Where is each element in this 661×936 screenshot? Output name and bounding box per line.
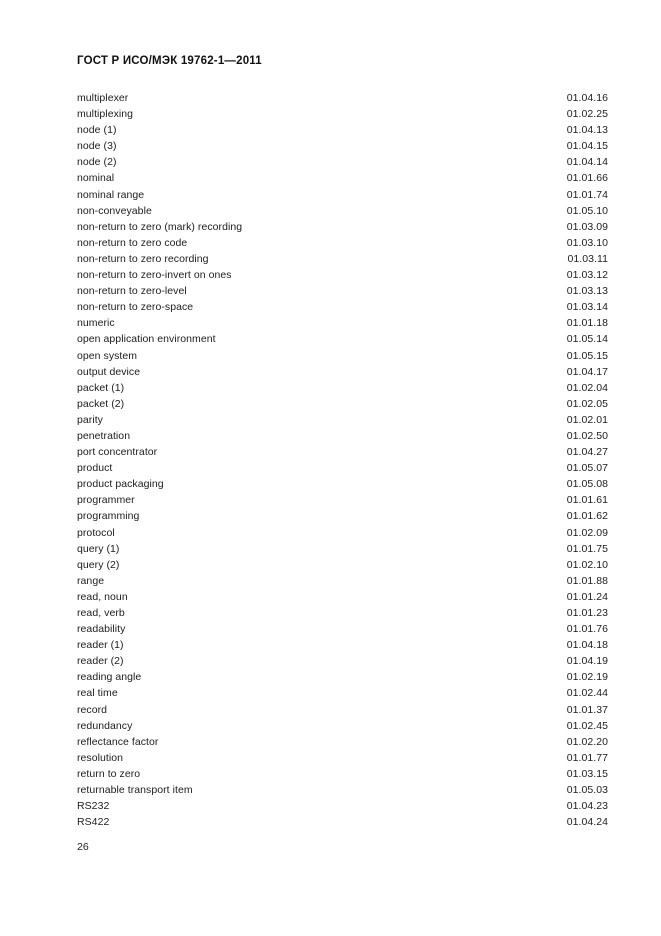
index-entry-locator: 01.02.50 [566, 429, 608, 442]
index-entry-term: redundancy [77, 719, 133, 732]
index-entry-locator: 01.04.17 [566, 365, 608, 378]
index-entry-term: reader (1) [77, 639, 124, 652]
index-entry-row [77, 428, 608, 444]
index-entry-locator: 01.02.01 [566, 413, 608, 426]
index-entry-row [77, 396, 608, 412]
index-entry-locator: 01.03.14 [566, 301, 608, 314]
index-entry-term: real time [77, 687, 118, 700]
index-entry-locator: 01.01.75 [566, 542, 608, 555]
index-entry-locator: 01.01.76 [566, 623, 608, 636]
index-entry-row [77, 734, 608, 750]
index-entry-term: open application environment [77, 333, 216, 346]
index-entry-term: programming [77, 510, 140, 523]
index-entry-locator: 01.01.66 [566, 172, 608, 185]
index-entry-term: output device [77, 365, 141, 378]
index-entry-row [77, 154, 608, 170]
alphabetical-index-list [77, 90, 608, 830]
index-entry-row [77, 557, 608, 573]
index-entry-term: query (1) [77, 542, 120, 555]
index-entry-locator: 01.05.08 [566, 478, 608, 491]
index-entry-locator: 01.04.18 [566, 639, 608, 652]
index-entry-row [77, 251, 608, 267]
index-entry-term: node (1) [77, 124, 117, 137]
index-entry-row [77, 798, 608, 814]
index-entry-row [77, 106, 608, 122]
index-entry-term: node (2) [77, 156, 117, 169]
index-entry-row [77, 814, 608, 830]
index-entry-row [77, 508, 608, 524]
index-entry-term: resolution [77, 751, 124, 764]
index-entry-locator: 01.03.12 [566, 269, 608, 282]
index-entry-row [77, 460, 608, 476]
index-entry-row [77, 605, 608, 621]
index-entry-term: read, verb [77, 607, 125, 619]
index-entry-locator: 01.04.24 [566, 816, 608, 829]
index-entry-locator: 01.05.15 [566, 349, 608, 362]
index-entry-term: product [77, 462, 113, 475]
index-entry-term: non-return to zero (mark) recording [77, 220, 243, 233]
index-entry-term: protocol [77, 526, 115, 539]
index-entry-term: multiplexing [77, 108, 134, 121]
index-entry-row [77, 138, 608, 154]
index-entry-term: readability [77, 623, 126, 636]
index-entry-term: port concentrator [77, 446, 158, 459]
index-entry-row [77, 573, 608, 589]
index-entry-locator: 01.04.23 [566, 800, 608, 813]
index-entry-term: returnable transport item [77, 784, 193, 797]
index-entry-locator: 01.03.10 [566, 236, 608, 249]
index-entry-locator: 01.04.19 [566, 655, 608, 668]
index-entry-row [77, 476, 608, 492]
index-entry-row [77, 267, 608, 283]
index-entry-term: non-return to zero-level [77, 285, 187, 298]
index-entry-locator: 01.02.20 [566, 735, 608, 748]
index-entry-term: record [77, 703, 108, 716]
index-entry-row [77, 589, 608, 605]
index-entry-term: product packaging [77, 478, 164, 491]
index-entry-term: non-return to zero-invert on ones [77, 269, 232, 282]
index-entry-locator: 01.02.09 [566, 526, 608, 539]
index-entry-row [77, 492, 608, 508]
index-entry-term: read, noun [77, 590, 128, 603]
index-entry-row [77, 380, 608, 396]
index-entry-row [77, 444, 608, 460]
index-entry-term: RS422 [77, 816, 110, 829]
index-entry-row [77, 782, 608, 798]
index-entry-row [77, 541, 608, 557]
index-entry-row [77, 653, 608, 669]
index-entry-term: return to zero [77, 767, 141, 780]
index-entry-locator: 01.01.88 [566, 574, 608, 587]
index-entry-locator: 01.04.27 [566, 446, 608, 459]
index-entry-locator: 01.02.45 [566, 719, 608, 732]
index-entry-locator: 01.01.18 [566, 317, 608, 330]
index-entry-row [77, 669, 608, 685]
index-entry-term: non-conveyable [77, 204, 152, 217]
index-entry-row [77, 122, 608, 138]
index-entry-locator: 01.02.25 [566, 108, 608, 121]
index-entry-row [77, 525, 608, 541]
index-entry-term: nominal [77, 172, 115, 185]
index-entry-term: non-return to zero-space [77, 301, 194, 314]
index-entry-term: non-return to zero code [77, 236, 188, 249]
index-entry-locator: 01.05.03 [566, 784, 608, 797]
index-entry-term: penetration [77, 429, 131, 442]
index-entry-term: reader (2) [77, 655, 124, 668]
index-entry-term: RS232 [77, 800, 110, 813]
index-entry-locator: 01.01.61 [566, 494, 608, 507]
index-entry-row [77, 235, 608, 251]
index-entry-term: query (2) [77, 558, 120, 571]
index-entry-row [77, 364, 608, 380]
index-entry-term: programmer [77, 494, 135, 507]
index-entry-locator: 01.01.24 [566, 590, 608, 603]
index-entry-term: parity [77, 413, 103, 426]
index-entry-row [77, 750, 608, 766]
index-entry-term: numeric [77, 317, 115, 330]
index-entry-term: node (3) [77, 140, 117, 153]
index-entry-locator: 01.03.15 [566, 767, 608, 780]
page-number: 26 [77, 841, 89, 853]
index-entry-locator: 01.04.15 [566, 140, 608, 153]
index-entry-row [77, 637, 608, 653]
index-entry-locator: 01.04.13 [566, 124, 608, 137]
index-entry-row [77, 283, 608, 299]
index-entry-term: non-return to zero recording [77, 252, 209, 265]
index-entry-term: reading angle [77, 671, 142, 684]
index-entry-row [77, 348, 608, 364]
index-entry-term: open system [77, 349, 138, 362]
index-entry-locator: 01.02.05 [566, 397, 608, 410]
index-entry-row [77, 219, 608, 235]
index-entry-row [77, 702, 608, 718]
index-entry-locator: 01.04.16 [566, 92, 608, 104]
index-entry-locator: 01.02.19 [566, 671, 608, 684]
index-entry-term: range [77, 574, 105, 587]
index-entry-locator: 01.01.74 [566, 188, 608, 201]
index-entry-locator: 01.05.10 [566, 204, 608, 217]
index-entry-locator: 01.01.23 [566, 607, 608, 619]
index-entry-term: multiplexer [77, 92, 129, 104]
index-entry-row [77, 766, 608, 782]
standard-header: ГОСТ Р ИСО/МЭК 19762-1—2011 [77, 55, 262, 67]
index-entry-locator: 01.03.11 [567, 252, 608, 265]
index-entry-term: nominal range [77, 188, 145, 201]
index-entry-locator: 01.01.77 [566, 751, 608, 764]
index-entry-locator: 01.03.13 [566, 285, 608, 298]
index-entry-term: packet (1) [77, 381, 125, 394]
index-entry-locator: 01.05.14 [566, 333, 608, 346]
index-entry-locator: 01.02.10 [566, 558, 608, 571]
index-entry-locator: 01.02.04 [566, 381, 608, 394]
index-entry-locator: 01.03.09 [566, 220, 608, 233]
index-entry-row [77, 718, 608, 734]
index-entry-row [77, 412, 608, 428]
index-entry-row [77, 331, 608, 347]
index-entry-locator: 01.02.44 [566, 687, 608, 700]
index-entry-locator: 01.04.14 [566, 156, 608, 169]
index-entry-row [77, 170, 608, 186]
index-entry-row [77, 299, 608, 315]
index-entry-row [77, 90, 608, 106]
index-entry-row [77, 621, 608, 637]
index-entry-locator: 01.01.62 [566, 510, 608, 523]
index-entry-locator: 01.05.07 [566, 462, 608, 475]
index-entry-term: reflectance factor [77, 735, 159, 748]
index-entry-row [77, 203, 608, 219]
index-entry-row [77, 685, 608, 701]
index-entry-locator: 01.01.37 [566, 703, 608, 716]
index-entry-row [77, 187, 608, 203]
index-entry-term: packet (2) [77, 397, 125, 410]
index-entry-row [77, 315, 608, 331]
